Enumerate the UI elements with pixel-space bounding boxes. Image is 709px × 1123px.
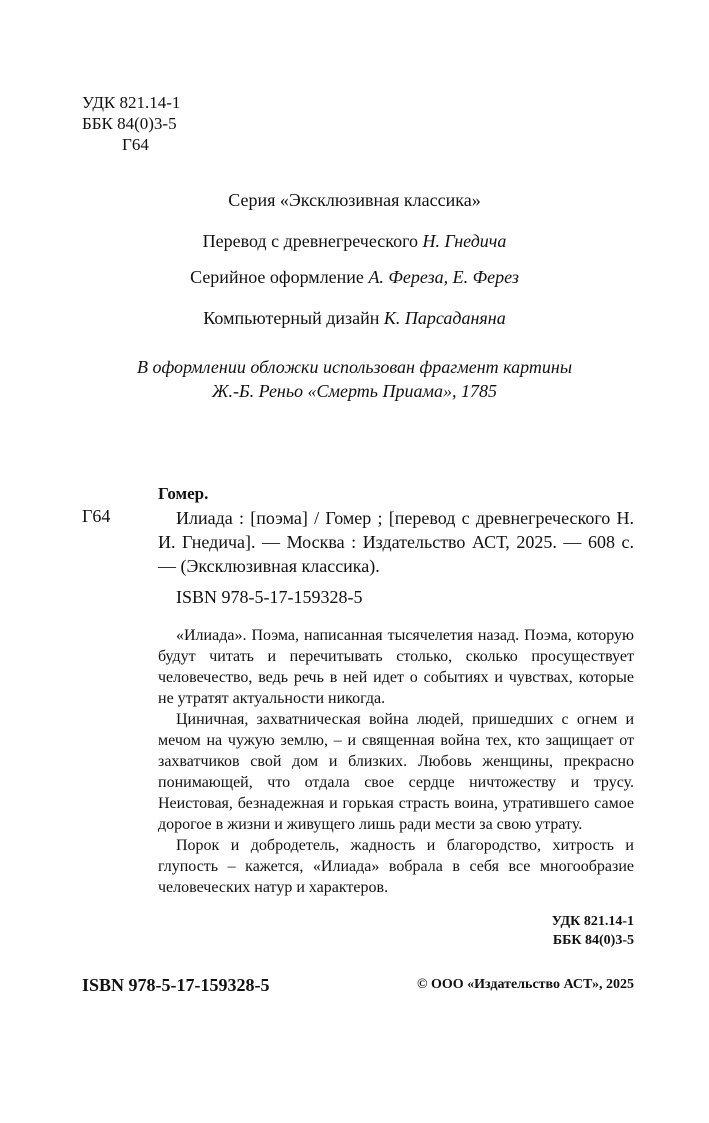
designer-name: А. Фереза, Е. Ферез bbox=[368, 267, 519, 287]
udk-code: УДК 821.14-1 bbox=[82, 93, 181, 112]
annotation-paragraph: «Илиада». Поэма, написанная тысячелетия назад. Поэма, которую будут читать и перечитывать столько, сколько просуществует человечество, ведь речь в ней идет о событиях и чувствах, которые не утратят актуальности никогда. bbox=[158, 627, 634, 707]
cover-note bbox=[0, 355, 709, 403]
classification-codes bbox=[82, 92, 180, 155]
translation-prefix: Перевод с древнегреческого bbox=[202, 231, 419, 251]
footer-isbn: ISBN 978-5-17-159328-5 bbox=[82, 975, 270, 995]
computer-design-credit bbox=[0, 308, 709, 329]
translation-credit bbox=[0, 231, 709, 252]
author-code: Г64 bbox=[122, 135, 149, 154]
bbk-code: ББК 84(0)3-5 bbox=[82, 114, 177, 133]
bib-description: Илиада : [поэма] / Гомер ; [перевод с древнегреческого Н. И. Гнедича]. — Москва : Издательство АСТ, 2025. — 608 с. — (Эксклюзивная классика). bbox=[158, 508, 634, 576]
footer-udk: УДК 821.14-1 bbox=[551, 914, 634, 929]
computer-designer-name: К. Парсаданяна bbox=[383, 308, 506, 328]
computer-design-prefix: Компьютерный дизайн bbox=[203, 308, 380, 328]
cover-note-line-1: В оформлении обложки использован фрагмент картины bbox=[136, 357, 573, 377]
design-credit bbox=[0, 267, 709, 288]
bib-isbn: ISBN 978-5-17-159328-5 bbox=[176, 587, 363, 607]
design-prefix: Серийное оформление bbox=[190, 267, 364, 287]
copyright-notice: © ООО «Издательство АСТ», 2025 bbox=[416, 977, 634, 992]
annotation-paragraph: Циничная, захватническая война людей, пришедших с огнем и мечом на чужую землю, – и священная война тех, кто защищает от захватчиков свой дом и близких. Любовь женщины, прекрасно понимающей, что отдала свое сердце ничтожеству и трусу. Неистовая, безнадежная и горькая страсть воина, утратившего самое дорогое в жизни и живущего лишь ради мести за свою утрату. bbox=[158, 711, 634, 833]
series-line: Серия «Эксклюзивная классика» bbox=[228, 190, 481, 210]
annotation-paragraph: Порок и добродетель, жадность и благородство, хитрость и глупость – кажется, «Илиада» вобрала в себя все многообразие человеческих натур и характеров. bbox=[158, 837, 634, 896]
translator-name: Н. Гнедича bbox=[422, 231, 507, 251]
bib-author-code: Г64 bbox=[82, 506, 111, 526]
footer-bbk: ББК 84(0)3-5 bbox=[552, 933, 634, 948]
cover-note-line-2: Ж.-Б. Реньо «Смерть Приама», 1785 bbox=[212, 381, 497, 401]
annotation bbox=[158, 625, 634, 898]
bib-author: Гомер. bbox=[158, 484, 209, 503]
footer-codes bbox=[480, 912, 634, 950]
